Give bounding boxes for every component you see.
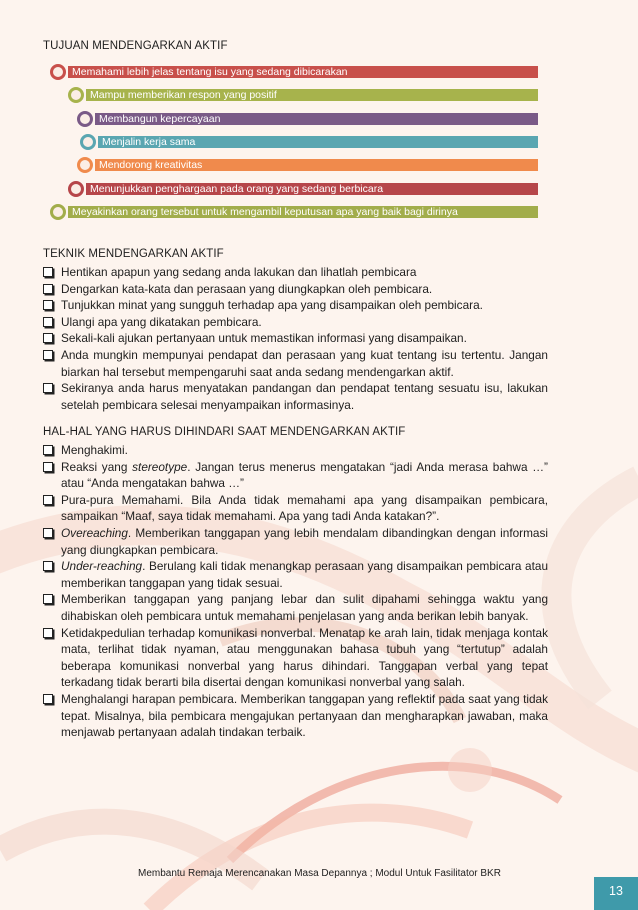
footer-text: Membantu Remaja Merencanakan Masa Depannya ; Modul Untuk Fasilitator BKR	[138, 868, 501, 879]
list-item	[42, 625, 548, 691]
list-item-text: . Jangan terus menerus mengatakan “jadi Anda merasa bahwa …” atau “Anda mengatakan bahwa …”	[61, 459, 548, 491]
tujuan-item-ring-icon	[68, 87, 84, 103]
checkbox-bullet-icon	[43, 383, 53, 393]
list-item-text: Sekiranya anda harus menyatakan pandangan dan pendapat tentang sesuatu isu, lakukan setelah pembicara selesai menyampaikan informasinya.	[61, 381, 548, 412]
checkbox-bullet-icon	[43, 267, 53, 277]
list-item-prefix: Reaksi yang	[61, 459, 133, 474]
tujuan-item-ring-icon	[68, 181, 84, 197]
list-item	[42, 442, 548, 459]
checkbox-bullet-icon	[43, 594, 53, 604]
checkbox-bullet-icon	[43, 317, 53, 327]
list-item	[42, 347, 548, 380]
list-item	[42, 380, 548, 413]
checkbox-bullet-icon	[43, 333, 53, 343]
checkbox-bullet-icon	[43, 445, 53, 455]
section-title-tujuan: TUJUAN MENDENGARKAN AKTIF	[43, 40, 228, 52]
list-item-emphasis: stereotype	[132, 459, 188, 474]
tujuan-item-ring-icon	[77, 157, 93, 173]
list-item	[42, 591, 548, 624]
list-item-text: Dengarkan kata-kata dan perasaan yang diungkapkan oleh pembicara.	[61, 281, 433, 296]
checkbox-bullet-icon	[43, 462, 53, 472]
tujuan-item-ring-icon	[50, 204, 66, 220]
checkbox-bullet-icon	[43, 628, 53, 638]
list-item-text: Pura-pura Memahami. Bila Anda tidak memahami apa yang disampaikan pembicara, sampaikan “Maaf, saya tidak memahami. Apa yang tadi Anda katakan?”.	[61, 492, 548, 524]
tujuan-item-ring-icon	[77, 111, 93, 127]
list-item-text: Hentikan apapun yang sedang anda lakukan dan lihatlah pembicara	[61, 265, 417, 279]
section-title-teknik: TEKNIK MENDENGARKAN AKTIF	[43, 248, 224, 260]
list-item-text: Sekali-kali ajukan pertanyaan untuk memastikan informasi yang disampaikan.	[61, 331, 467, 346]
checkbox-bullet-icon	[43, 528, 53, 538]
list-item-text: Menghakimi.	[61, 443, 128, 457]
list-item	[42, 459, 548, 492]
list-item	[42, 691, 548, 741]
list-item-text: . Berulang kali tidak menangkap perasaan yang disampaikan pembicara atau memberikan tanggapan yang tidak sesuai.	[61, 559, 548, 590]
list-item-text: Ketidakpedulian terhadap komunikasi nonverbal. Menatap ke arah lain, tidak menjaga kontak mata, terlihat tidak nyaman, atau menggunakan bahasa tubuh yang “tertutup” adalah beberapa komunikasi nonverbal yang harus dihindari. Tanggapan verbal yang tepat terkadang tidak berarti bila disertai dengan komunikasi nonverbal yang salah.	[61, 625, 548, 690]
tujuan-diagram	[40, 58, 550, 228]
list-item-text: Ulangi apa yang dikatakan pembicara.	[61, 314, 262, 329]
list-item-text: Menghalangi harapan pembicara. Memberikan tanggapan yang reflektif pada saat yang tidak tepat. Misalnya, bila pembicara mengajukan pertanyaan dan mengharapkan jawaban, maka menjawab pertanyaan adalah tindakan terbaik.	[61, 691, 548, 740]
list-item	[42, 297, 548, 314]
list-item-text: . Memberikan tanggapan yang lebih mendalam dibandingkan dengan informasi yang diungkapkan pembicara.	[61, 525, 548, 557]
list-item	[42, 492, 548, 525]
checkbox-bullet-icon	[43, 561, 53, 571]
list-item	[42, 558, 548, 591]
tujuan-item-bar: Menunjukkan penghargaan pada orang yang sedang berbicara	[86, 183, 538, 195]
teknik-list	[42, 264, 548, 413]
checkbox-bullet-icon	[43, 350, 53, 360]
tujuan-item-ring-icon	[80, 134, 96, 150]
list-item-emphasis: Under-reaching	[61, 559, 143, 574]
checkbox-bullet-icon	[43, 495, 53, 505]
tujuan-item-bar: Menjalin kerja sama	[98, 136, 538, 148]
tujuan-item-bar: Membangun kepercayaan	[95, 113, 538, 125]
checkbox-bullet-icon	[43, 284, 53, 294]
tujuan-item-bar: Mendorong kreativitas	[95, 159, 538, 171]
hindari-list	[42, 442, 548, 741]
list-item-text: Memberikan tanggapan yang panjang lebar dan sulit dipahami sehingga waktu yang dihabiskan oleh pembicara untuk memahami penjelasan yang anda berikan lebih banyak.	[61, 592, 548, 623]
list-item	[42, 330, 548, 347]
list-item-emphasis: Overeaching	[61, 525, 128, 540]
list-item	[42, 525, 548, 558]
checkbox-bullet-icon	[43, 300, 53, 310]
checkbox-bullet-icon	[43, 694, 53, 704]
list-item-text: Tunjukkan minat yang sungguh terhadap apa yang disampaikan oleh pembicara.	[61, 298, 483, 313]
tujuan-item-bar: Meyakinkan orang tersebut untuk mengambil keputusan apa yang baik bagi dirinya	[68, 206, 538, 218]
list-item	[42, 314, 548, 331]
tujuan-item-bar: Memahami lebih jelas tentang isu yang sedang dibicarakan	[68, 66, 538, 78]
tujuan-item-ring-icon	[50, 64, 66, 80]
page-number: 13	[594, 877, 638, 910]
list-item	[42, 264, 548, 281]
tujuan-item-bar: Mampu memberikan respon yang positif	[86, 89, 538, 101]
list-item-text: Anda mungkin mempunyai pendapat dan perasaan yang kuat tentang isu tertentu. Jangan biarkan hal tersebut mempengaruhi saat anda sedang mendengarkan aktif.	[61, 347, 548, 379]
list-item	[42, 281, 548, 298]
section-title-hindari: HAL-HAL YANG HARUS DIHINDARI SAAT MENDENGARKAN AKTIF	[43, 426, 406, 438]
